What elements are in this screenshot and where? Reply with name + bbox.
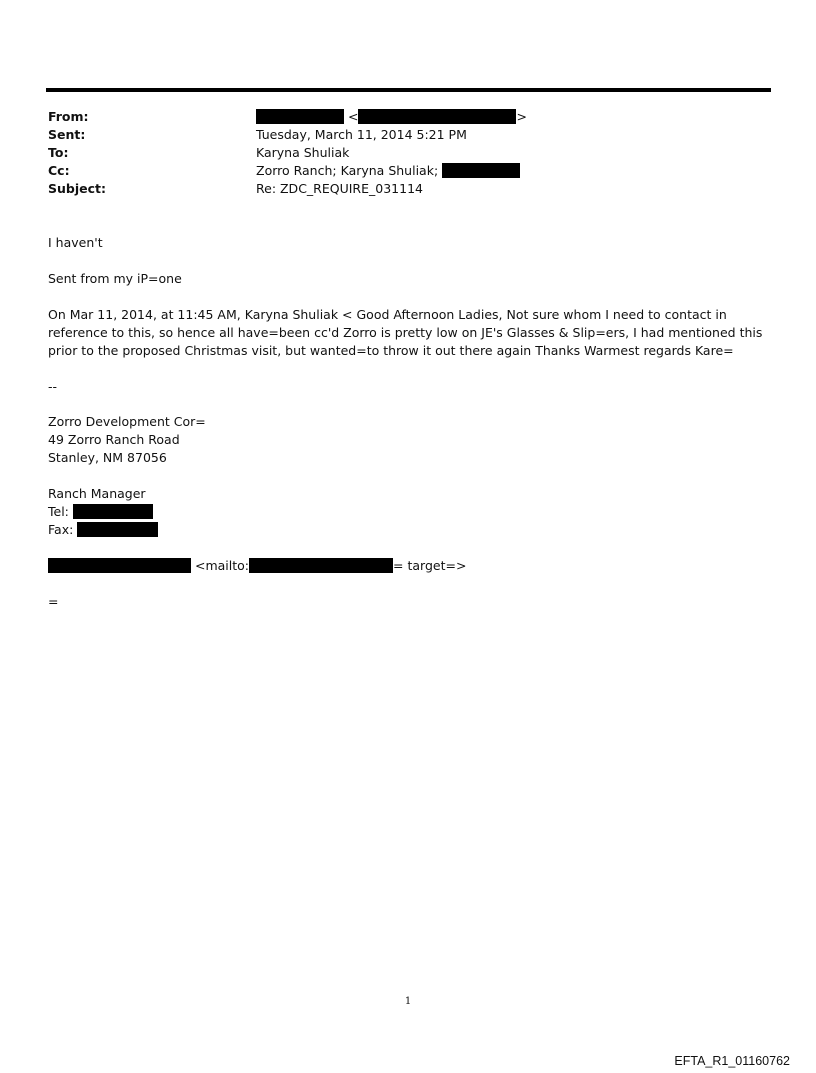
tel-line xyxy=(48,503,768,521)
cc-value xyxy=(256,162,520,180)
sent-from-line: Sent from my iP=one xyxy=(48,271,182,286)
redaction-box xyxy=(77,522,158,537)
redaction-box xyxy=(48,558,191,573)
reply-line: I haven't xyxy=(48,235,103,250)
redaction-box xyxy=(358,109,516,124)
fax-label: Fax: xyxy=(48,522,74,537)
subject-label: Subject: xyxy=(48,181,106,196)
signature-separator: -- xyxy=(48,379,58,394)
subject-value: Re: ZDC_REQUIRE_031114 xyxy=(256,181,423,196)
fax-line xyxy=(48,521,768,539)
page-number: 1 xyxy=(404,996,412,1007)
signature-address-line2: Stanley, NM 87056 xyxy=(48,450,167,465)
mailto-line xyxy=(48,557,768,575)
quoted-paragraph: On Mar 11, 2014, at 11:45 AM, Karyna Shuliak < Good Afternoon Ladies, Not sure whom I need to contact in reference to this, so hence all have=been cc'd Zorro is pretty low on JE's Glasses & Slip=ers, I had mentioned this prior to the proposed Christmas visit, but wanted=to throw it out there again Thanks Warmest regards Kare= xyxy=(48,307,763,358)
document-id: EFTA_R1_01160762 xyxy=(674,1054,790,1068)
signature-title: Ranch Manager xyxy=(48,486,146,501)
from-lt: < xyxy=(347,109,359,124)
signature-address-line1: 49 Zorro Ranch Road xyxy=(48,432,180,447)
header-rule xyxy=(46,88,771,92)
sent-value: Tuesday, March 11, 2014 5:21 PM xyxy=(256,127,467,142)
tel-label: Tel: xyxy=(48,504,69,519)
redaction-box xyxy=(256,109,344,124)
to-label: To: xyxy=(48,145,69,160)
redaction-box xyxy=(73,504,153,519)
from-label: From: xyxy=(48,109,89,124)
sent-label: Sent: xyxy=(48,127,86,142)
redaction-box xyxy=(442,163,520,178)
cc-text: Zorro Ranch; Karyna Shuliak; xyxy=(256,163,439,178)
cc-label: Cc: xyxy=(48,163,70,178)
trailing-equals: = xyxy=(48,594,59,609)
mailto-target: = target=> xyxy=(393,558,467,573)
mailto-text: <mailto: xyxy=(194,558,250,573)
signature-company: Zorro Development Cor= xyxy=(48,414,206,429)
from-value xyxy=(256,108,527,126)
redaction-box xyxy=(249,558,393,573)
to-value: Karyna Shuliak xyxy=(256,145,350,160)
from-gt: > xyxy=(516,109,527,124)
